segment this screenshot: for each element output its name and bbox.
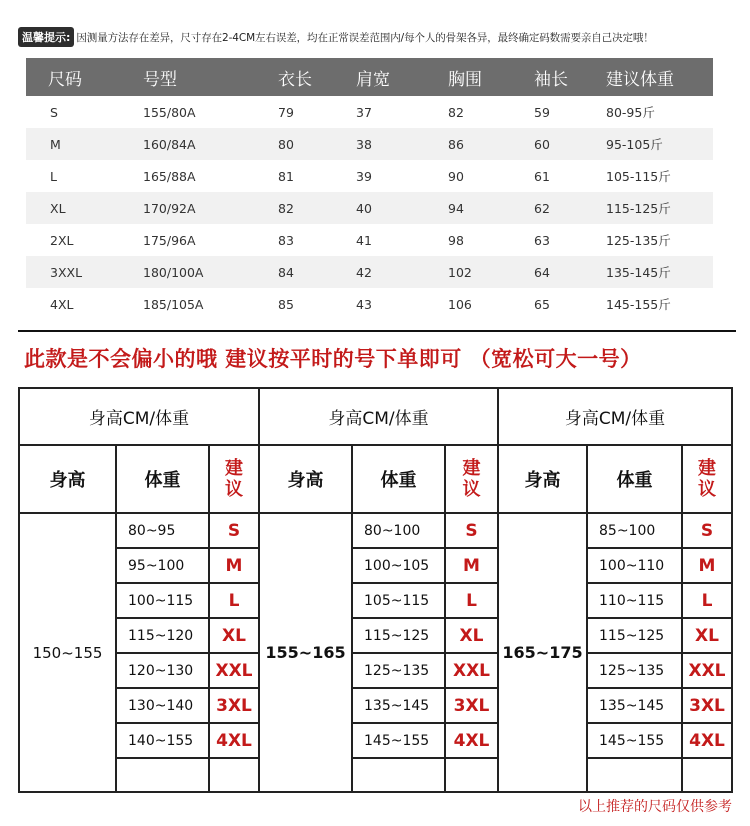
notice-tag: 温馨提示:	[18, 27, 74, 47]
empty-cell	[682, 758, 732, 792]
empty-cell	[352, 758, 445, 792]
empty-cell	[209, 758, 259, 792]
header-model: 号型	[143, 58, 278, 96]
table-cell: 82	[448, 104, 464, 120]
header-chest: 胸围	[448, 58, 534, 96]
table-row	[26, 224, 713, 256]
col-suggest-3: 建 议	[682, 445, 732, 513]
table-cell: 63	[534, 232, 550, 248]
table-row	[26, 256, 713, 288]
size-cell: XXL	[445, 653, 498, 688]
table-cell: S	[50, 104, 58, 120]
rec-row	[19, 618, 732, 653]
size-cell: XXL	[209, 653, 259, 688]
table-cell: 80	[278, 128, 356, 160]
table-cell: 170/92A	[143, 192, 278, 224]
rec-row	[19, 583, 732, 618]
table-cell: 135-145斤	[606, 256, 713, 288]
weight-cell: 95~100	[116, 548, 209, 583]
height-range-2: 155~165	[259, 513, 352, 792]
table-cell: 102	[448, 256, 534, 288]
weight-cell: 115~125	[587, 618, 682, 653]
size-cell: 3XL	[682, 688, 732, 723]
size-cell: S	[445, 513, 498, 548]
table-cell: L	[50, 168, 57, 184]
weight-cell: 105~115	[352, 583, 445, 618]
table-cell: M	[26, 128, 143, 160]
table-cell: 38	[356, 128, 448, 160]
height-range-1: 150~155	[19, 513, 116, 792]
notice-text: 因测量方法存在差异，尺寸存在2-4CM左右误差，均在正常误差范围内/每个人的骨架各异，最终确定码数需要亲自己决定哦！	[76, 31, 654, 44]
table-cell: 98	[448, 232, 464, 248]
table-cell: 175/96A	[143, 232, 196, 248]
table-cell: 60	[534, 128, 606, 160]
table-cell: 59	[534, 104, 550, 120]
header-sleeve: 袖长	[534, 58, 606, 96]
weight-cell: 125~135	[587, 653, 682, 688]
table-cell: 61	[534, 168, 550, 184]
rec-row	[19, 513, 732, 548]
weight-cell: 80~100	[352, 513, 445, 548]
table-cell: 105-115斤	[606, 169, 671, 184]
weight-cell: 100~110	[587, 548, 682, 583]
group-title-2: 身高CM/体重	[259, 388, 498, 445]
size-cell: M	[682, 548, 732, 583]
size-cell: L	[682, 583, 732, 618]
table-cell: 160/84A	[143, 128, 278, 160]
table-cell: 82	[278, 192, 356, 224]
rec-row	[19, 723, 732, 758]
size-table-header-row	[26, 58, 713, 96]
col-height-2: 身高	[259, 445, 352, 513]
table-cell: 42	[356, 256, 448, 288]
weight-cell: 130~140	[116, 688, 209, 723]
recommendation-grid	[18, 387, 733, 793]
rec-row	[19, 548, 732, 583]
footnote: 以上推荐的尺码仅供参考	[578, 799, 732, 815]
table-cell: 65	[534, 296, 550, 312]
size-cell: 4XL	[209, 723, 259, 758]
size-cell: L	[209, 583, 259, 618]
rec-row	[19, 758, 732, 792]
col-weight-2: 体重	[352, 445, 445, 513]
table-cell: 84	[278, 256, 356, 288]
weight-cell: 120~130	[116, 653, 209, 688]
header-size: 尺码	[26, 58, 143, 96]
weight-cell: 140~155	[116, 723, 209, 758]
table-cell: 165/88A	[143, 168, 196, 184]
table-cell: 106	[448, 296, 472, 312]
rec-row	[19, 653, 732, 688]
fit-headline: 此款是不会偏小的哦 建议按平时的号下单即可 （宽松可大一号）	[24, 347, 642, 371]
table-cell: 125-135斤	[606, 233, 671, 248]
table-cell: 64	[534, 256, 606, 288]
table-row	[26, 160, 713, 192]
table-cell: 4XL	[50, 296, 74, 312]
table-cell: 155/80A	[143, 104, 196, 120]
size-cell: XXL	[682, 653, 732, 688]
table-cell: 86	[448, 128, 534, 160]
size-cell: S	[209, 513, 259, 548]
weight-cell: 85~100	[587, 513, 682, 548]
table-cell: 62	[534, 192, 606, 224]
table-cell: XL	[26, 192, 143, 224]
col-suggest-2: 建 议	[445, 445, 498, 513]
col-height-3: 身高	[498, 445, 587, 513]
table-cell: 41	[356, 232, 372, 248]
col-suggest-1: 建 议	[209, 445, 259, 513]
weight-cell: 125~135	[352, 653, 445, 688]
table-cell: 90	[448, 168, 464, 184]
table-cell: 81	[278, 168, 294, 184]
size-cell: M	[445, 548, 498, 583]
table-cell: 37	[356, 104, 372, 120]
size-cell: M	[209, 548, 259, 583]
table-row	[26, 96, 713, 128]
table-cell: 2XL	[50, 232, 74, 248]
size-cell: 4XL	[445, 723, 498, 758]
size-cell: 4XL	[682, 723, 732, 758]
weight-cell: 115~125	[352, 618, 445, 653]
col-weight-3: 体重	[587, 445, 682, 513]
empty-cell	[116, 758, 209, 792]
table-cell: 180/100A	[143, 256, 278, 288]
size-cell: L	[445, 583, 498, 618]
table-cell: 85	[278, 296, 294, 312]
table-cell: 79	[278, 104, 294, 120]
size-cell: XL	[445, 618, 498, 653]
table-cell: 145-155斤	[606, 297, 671, 312]
group-title-1: 身高CM/体重	[19, 388, 259, 445]
empty-cell	[445, 758, 498, 792]
header-length: 衣长	[278, 58, 356, 96]
weight-cell: 115~120	[116, 618, 209, 653]
empty-cell	[587, 758, 682, 792]
weight-cell: 135~145	[587, 688, 682, 723]
weight-cell: 110~115	[587, 583, 682, 618]
weight-cell: 100~105	[352, 548, 445, 583]
weight-cell: 135~145	[352, 688, 445, 723]
size-cell: 3XL	[209, 688, 259, 723]
header-shoulder: 肩宽	[356, 58, 448, 96]
table-cell: 80-95斤	[606, 105, 655, 120]
table-cell: 40	[356, 192, 448, 224]
col-height-1: 身高	[19, 445, 116, 513]
table-cell: 95-105斤	[606, 128, 713, 160]
notice-bar	[18, 26, 748, 48]
table-row	[26, 128, 713, 160]
size-cell: 3XL	[445, 688, 498, 723]
group-title-3: 身高CM/体重	[498, 388, 732, 445]
size-cell: S	[682, 513, 732, 548]
table-cell: 83	[278, 232, 294, 248]
col-weight-1: 体重	[116, 445, 209, 513]
size-cell: XL	[209, 618, 259, 653]
weight-cell: 80~95	[116, 513, 209, 548]
weight-cell: 145~155	[587, 723, 682, 758]
table-cell: 39	[356, 168, 372, 184]
table-cell: 3XXL	[26, 256, 143, 288]
table-cell: 43	[356, 296, 372, 312]
section-divider	[18, 330, 736, 332]
height-range-3: 165~175	[498, 513, 587, 792]
table-cell: 185/105A	[143, 296, 204, 312]
weight-cell: 145~155	[352, 723, 445, 758]
table-row	[26, 192, 713, 224]
table-row	[26, 288, 713, 320]
rec-row	[19, 688, 732, 723]
header-weight: 建议体重	[606, 58, 713, 96]
size-chart-table	[26, 58, 713, 320]
table-cell: 115-125斤	[606, 192, 713, 224]
table-cell: 94	[448, 192, 534, 224]
weight-cell: 100~115	[116, 583, 209, 618]
size-cell: XL	[682, 618, 732, 653]
